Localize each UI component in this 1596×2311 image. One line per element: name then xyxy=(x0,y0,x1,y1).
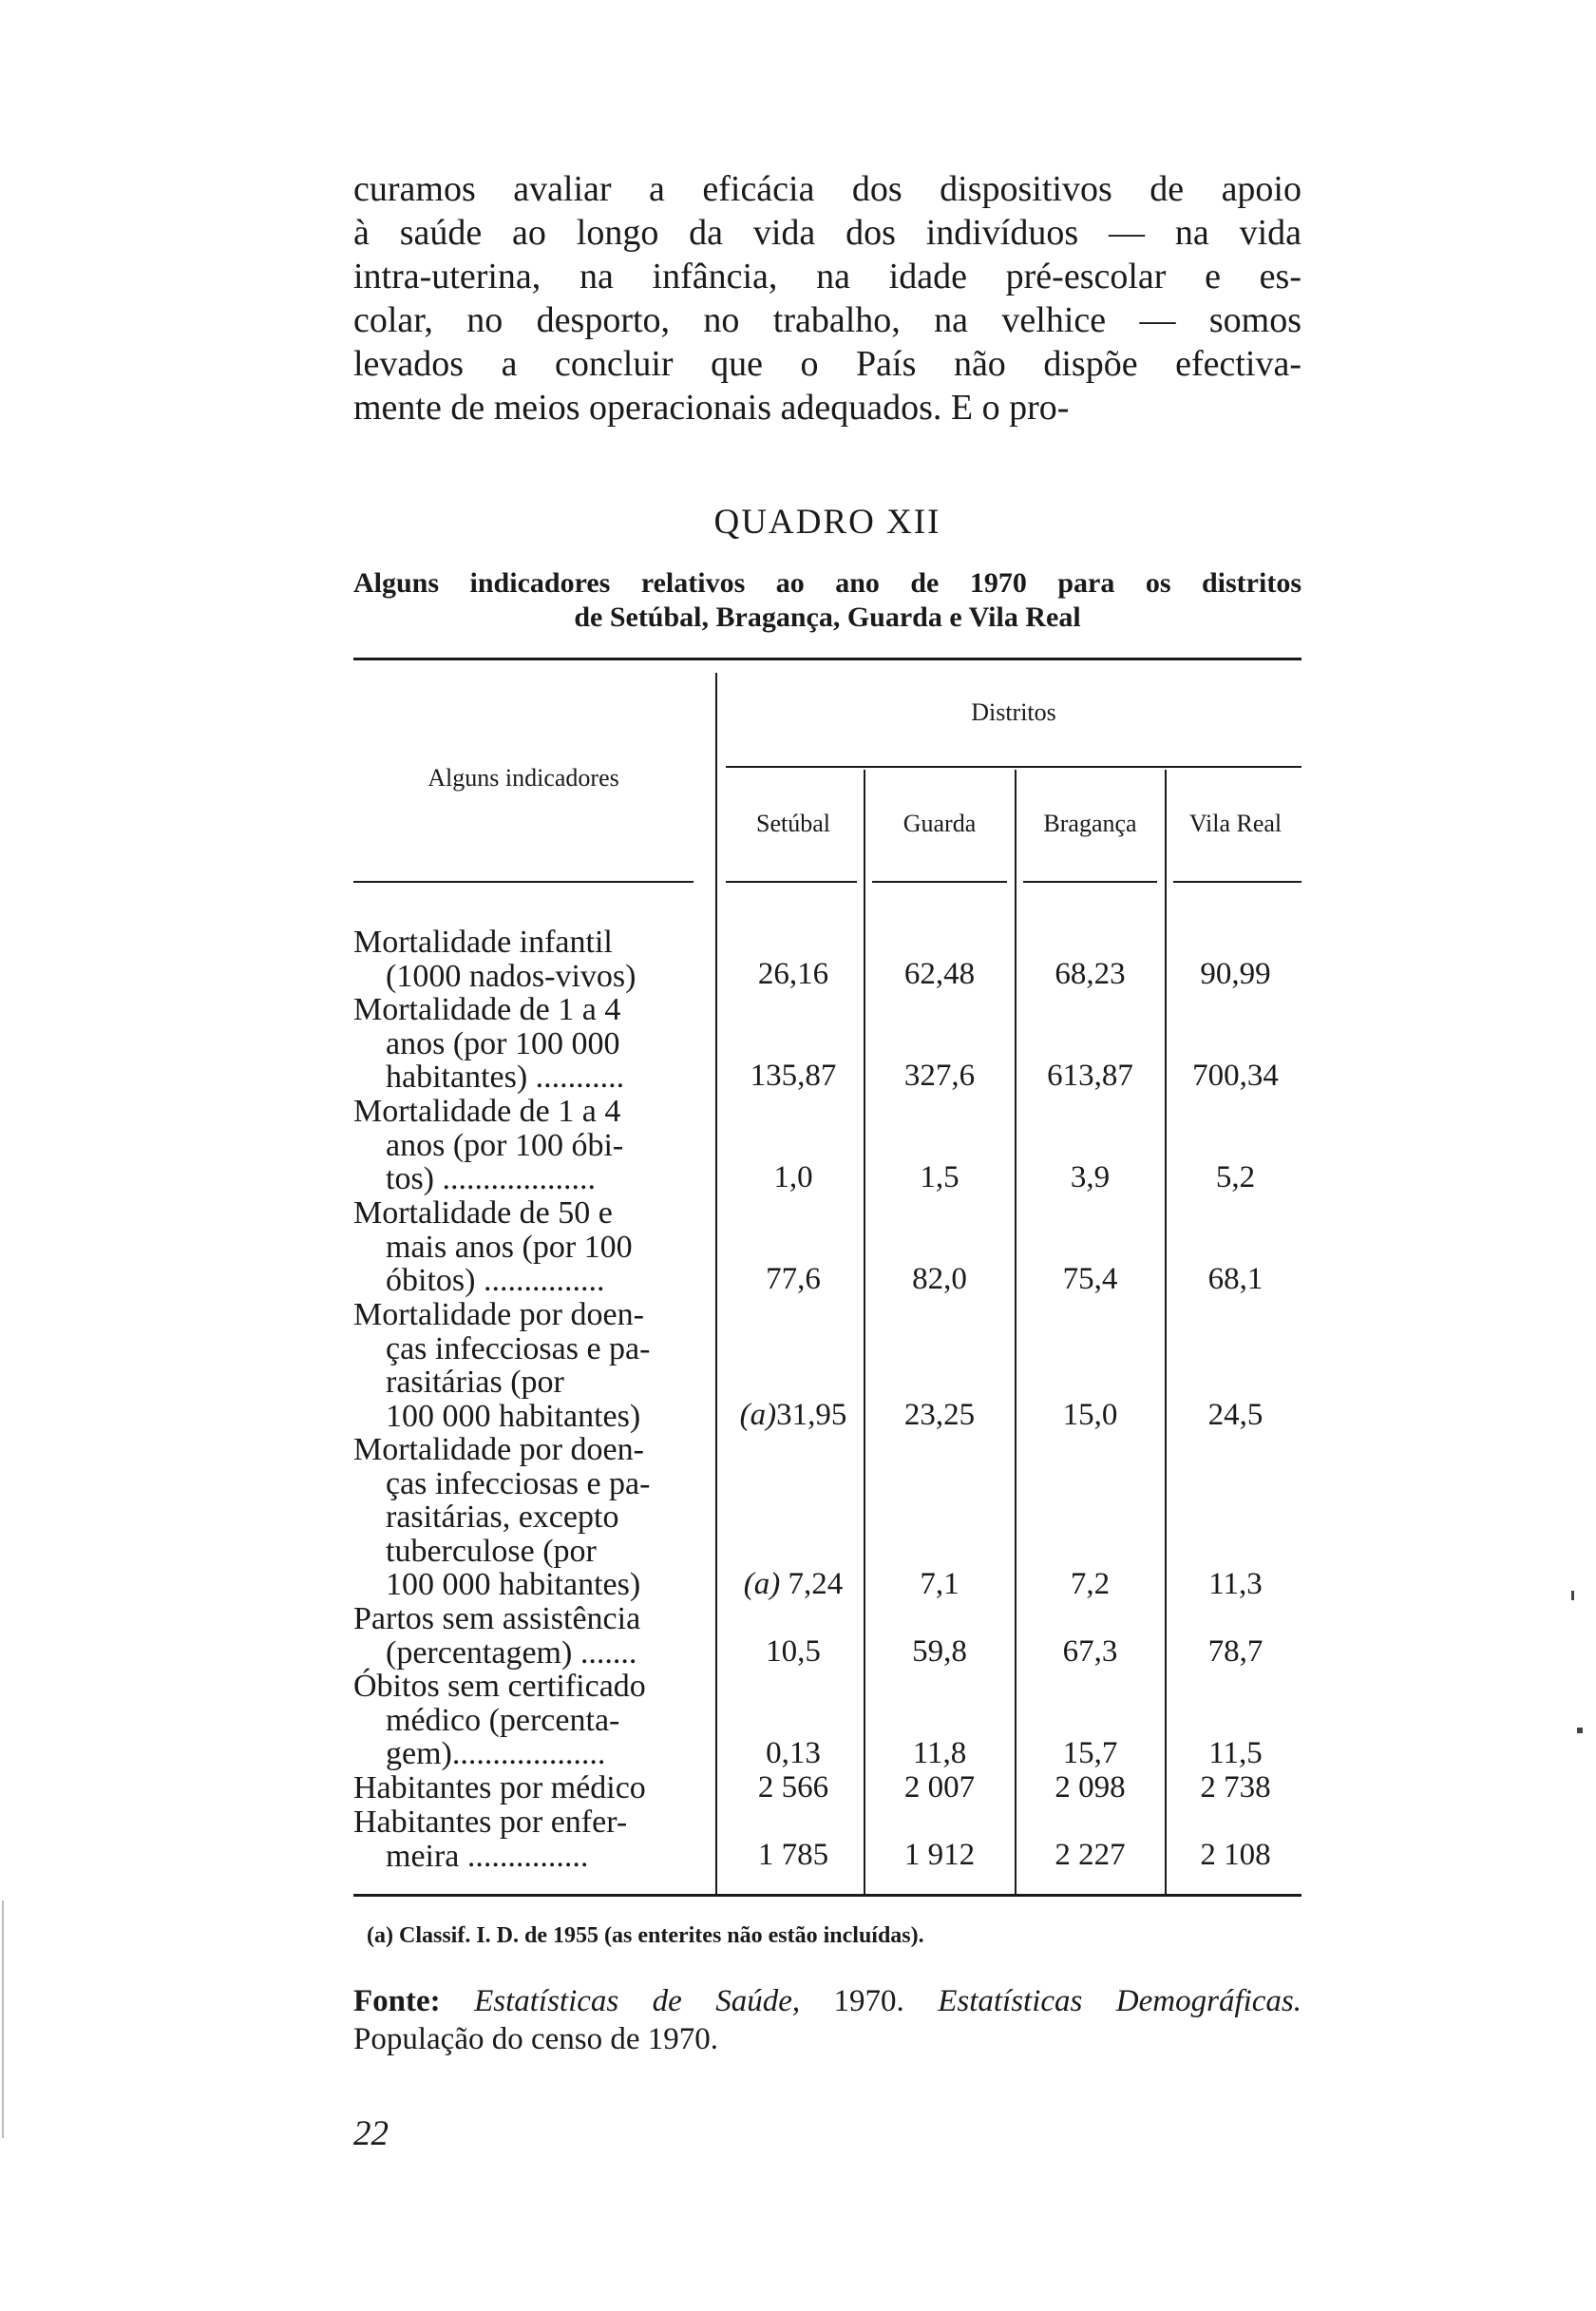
table-cell: 1 785 xyxy=(757,1838,829,1872)
table-cell: 5,2 xyxy=(1215,1160,1256,1194)
column-header-setubal: Setúbal xyxy=(756,810,830,837)
header-bottom-rule xyxy=(1023,881,1157,883)
paragraph-line: curamos avaliar a eficácia dos dispositivos de apoio xyxy=(353,169,1302,209)
table-cell: 2 098 xyxy=(1054,1770,1126,1805)
caption-line: de Setúbal, Bragança, Guarda e Vila Real xyxy=(574,602,1081,633)
table-cell: 67,3 xyxy=(1062,1634,1118,1669)
table-cell: 1 912 xyxy=(903,1838,976,1872)
group-header-underline xyxy=(726,766,1302,768)
page-number: 22 xyxy=(353,2114,389,2153)
column-divider xyxy=(864,770,865,1894)
paragraph-line: mente de meios operacionais adequados. E o pro- xyxy=(353,388,1070,428)
table-cell: 1,5 xyxy=(920,1160,960,1194)
table-cell: 11,8 xyxy=(912,1736,967,1770)
row-label: Mortalidade infantil (1000 nados-vivos) xyxy=(353,925,636,994)
table-cell: 15,0 xyxy=(1062,1398,1118,1432)
source-ref: Estatísticas de Saúde, xyxy=(474,1984,801,2018)
table-cell: 77,6 xyxy=(766,1262,821,1296)
row-label: Habitantes por enfer- meira ............... xyxy=(353,1805,628,1874)
row-label: Óbitos sem certificado médico (percenta- gem)................... xyxy=(353,1669,646,1771)
table-cell: (a) 7,24 xyxy=(743,1567,844,1601)
table-cell: 327,6 xyxy=(903,1059,976,1093)
header-bottom-rule xyxy=(1173,881,1302,883)
table-cell: 90,99 xyxy=(1200,957,1271,991)
paragraph-line: levados a concluir que o País não dispõe efectiva- xyxy=(353,344,1302,384)
row-header: Alguns indicadores xyxy=(428,764,619,792)
table-cell: 2 738 xyxy=(1200,1770,1271,1805)
source-ref: Estatísticas Demográficas. xyxy=(938,1984,1302,2018)
scan-mark xyxy=(1577,1728,1583,1733)
source-label: Fonte: xyxy=(353,1984,441,2018)
column-divider xyxy=(1015,770,1016,1894)
table-cell: 82,0 xyxy=(912,1262,967,1296)
column-header-braganca: Bragança xyxy=(1043,810,1137,837)
table-cell: 2 007 xyxy=(903,1770,976,1805)
table-cell: 15,7 xyxy=(1062,1736,1118,1770)
table-cell: 68,1 xyxy=(1207,1262,1264,1296)
table-cell: 11,3 xyxy=(1208,1567,1263,1601)
table-caption xyxy=(353,566,1302,635)
row-label: Mortalidade por doen- ças infecciosas e pa- rasitárias, excepto tuberculose (por 100 000 habitantes) xyxy=(353,1432,651,1602)
table-cell: 26,16 xyxy=(757,957,829,991)
footnote-marker: (a) xyxy=(743,1567,781,1601)
table-top-rule xyxy=(353,658,1302,660)
table-cell: 59,8 xyxy=(912,1634,967,1669)
footnote-marker: (a) xyxy=(739,1398,777,1432)
row-label: Mortalidade de 1 a 4 anos (por 100 000 habitantes) ........... xyxy=(353,992,625,1095)
scan-mark xyxy=(1571,1591,1574,1600)
row-label: Mortalidade de 50 e mais anos (por 100 óbitos) ............... xyxy=(353,1195,633,1298)
table-cell: 11,5 xyxy=(1208,1736,1263,1770)
paragraph-line: colar, no desporto, no trabalho, na velhice — somos xyxy=(353,300,1302,340)
table-cell: 0,13 xyxy=(766,1736,821,1770)
table-cell: 23,25 xyxy=(903,1398,976,1432)
table-title: QUADRO XII xyxy=(713,503,941,542)
caption-line: Alguns indicadores relativos ao ano de 1970 para os distritos xyxy=(353,567,1302,599)
table-cell: 10,5 xyxy=(766,1634,821,1669)
header-bottom-rule xyxy=(872,881,1007,883)
body-paragraph xyxy=(353,167,1302,430)
column-header-guarda: Guarda xyxy=(902,810,977,837)
table-footnote: (a) Classif. I. D. de 1955 (as enterites não estão incluídas). xyxy=(367,1923,924,1948)
row-label: Mortalidade por doen- ças infecciosas e pa- rasitárias (por 100 000 habitantes) xyxy=(353,1297,651,1434)
table-cell: 2 227 xyxy=(1054,1838,1126,1872)
table-cell: 62,48 xyxy=(903,957,976,991)
table-cell: 7,2 xyxy=(1070,1567,1111,1601)
column-header-vila-real: Vila Real xyxy=(1188,810,1282,837)
paragraph-line: à saúde ao longo da vida dos indivíduos — na vida xyxy=(353,213,1302,253)
header-bottom-rule xyxy=(353,881,694,883)
row-label: Partos sem assistência (percentagem) ....... xyxy=(353,1601,641,1671)
row-label: Mortalidade de 1 a 4 anos (por 100 óbi- tos) ................... xyxy=(353,1094,624,1196)
table-cell: 1,0 xyxy=(773,1160,813,1194)
header-vertical-rule xyxy=(715,673,717,1894)
source-line: População do censo de 1970. xyxy=(353,2022,718,2056)
table-cell: 24,5 xyxy=(1207,1398,1264,1432)
paragraph-line: intra-uterina, na infância, na idade pré-escolar e es- xyxy=(353,257,1302,296)
table-cell: 135,87 xyxy=(750,1059,837,1093)
table-cell: (a)31,95 xyxy=(739,1398,847,1432)
row-label: Habitantes por médico xyxy=(353,1770,646,1805)
table-cell: 68,23 xyxy=(1054,957,1126,991)
table-cell: 78,7 xyxy=(1207,1634,1264,1669)
table-cell: 3,9 xyxy=(1070,1160,1111,1194)
table-cell: 700,34 xyxy=(1192,1059,1279,1093)
column-divider xyxy=(1165,770,1167,1894)
table-cell: 75,4 xyxy=(1062,1262,1118,1296)
table-cell: 613,87 xyxy=(1047,1059,1133,1093)
table-cell: 7,1 xyxy=(920,1567,960,1601)
table-cell: 2 566 xyxy=(757,1770,829,1805)
scan-mark xyxy=(2,1900,4,2138)
source-note: Fonte: Estatísticas de Saúde, 1970. Estatísticas Demográficas. População do censo de 1970. xyxy=(353,1984,1302,2056)
group-header: Distritos xyxy=(971,698,1056,726)
header-bottom-rule xyxy=(726,881,857,883)
table-cell: 2 108 xyxy=(1200,1838,1271,1872)
table-bottom-rule xyxy=(353,1894,1302,1897)
